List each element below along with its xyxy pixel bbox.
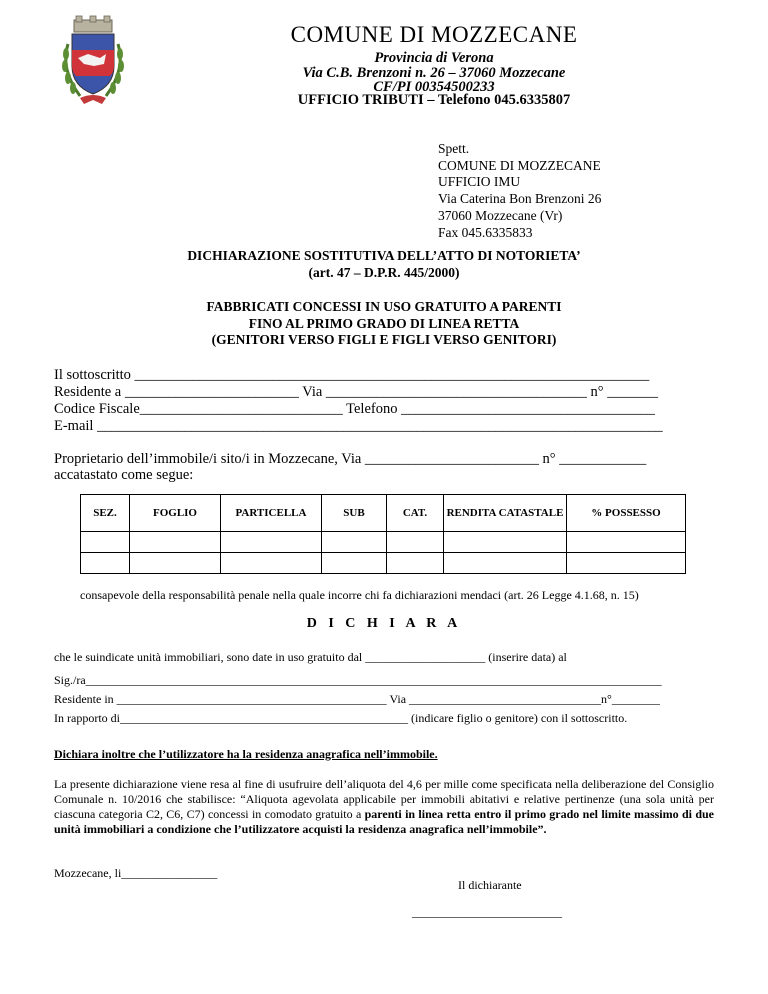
recipient-line: COMUNE DI MOZZECANE [438,157,601,173]
signature-line[interactable]: _________________________ [412,905,562,919]
luogo-data-field[interactable]: Mozzecane, li________________ [54,866,218,880]
accatastato-label: accatastato come segue: [54,467,194,483]
table-cell[interactable] [130,532,221,553]
table-row[interactable] [81,553,686,574]
table-cell[interactable] [81,553,130,574]
table-row[interactable] [81,532,686,553]
cadastral-table [80,494,686,574]
table-header: CAT. [387,495,444,532]
table-header: % POSSESSO [567,495,686,532]
table-cell[interactable] [567,532,686,553]
presente-text: La presente dichiarazione viene resa al fine di usufruire dell’aliquota del 4,6 per mille come specificata nella deliberazione del Consiglio Comunale n. 10/2016 che stabilisce: “Aliquota agevolata applicabile per immobili abitativi e relative pertinenze (una sola unità per ciascuna categoria C2, C6, C7) concessi in comodato gratuito a [54,777,714,821]
table-cell[interactable] [567,553,686,574]
sottoscritto-field[interactable]: Il sottoscritto _______________________________________________________________________ [54,367,650,383]
table-cell[interactable] [322,532,387,553]
table-header: PARTICELLA [221,495,322,532]
header-address: Via C.B. Brenzoni n. 26 – 37060 Mozzecane [302,65,566,81]
table-header-row [81,495,686,532]
residente-in-field[interactable]: Residente in _____________________________________________ Via ________________________________n°________ [54,692,660,706]
subject-line: (GENITORI VERSO FIGLI E FIGLI VERSO GENITORI) [211,332,557,347]
proprietario-field[interactable]: Proprietario dell’immobile/i sito/i in Mozzecane, Via ________________________ n° ____________ [54,451,647,467]
table-cell[interactable] [444,553,567,574]
table-cell[interactable] [387,532,444,553]
declaration-title-line: (art. 47 – D.P.R. 445/2000) [308,264,460,280]
declaration-title-line: DICHIARAZIONE SOSTITUTIVA DELL’ATTO DI NOTORIETA’ [187,248,581,263]
subject-line: FABBRICATI CONCESSI IN USO GRATUITO A PARENTI [206,299,562,314]
table-cell[interactable] [130,553,221,574]
table-header: SUB [322,495,387,532]
che-line[interactable]: che le suindicate unità immobiliari, sono date in uso gratuito dal ____________________ (inserire data) al [54,650,567,664]
table-cell[interactable] [322,553,387,574]
recipient-line: 37060 Mozzecane (Vr) [438,207,563,223]
dichiarante-label: Il dichiarante [458,878,522,892]
header-provincia: Provincia di Verona [374,50,494,66]
header-ufficio: UFFICIO TRIBUTI – Telefono 045.6335807 [297,92,571,108]
email-field[interactable]: E-mail ______________________________________________________________________________ [54,418,663,434]
municipality-title: COMUNE DI MOZZECANE [290,22,578,47]
table-header: FOGLIO [130,495,221,532]
table-cell[interactable] [81,532,130,553]
rapporto-field[interactable]: In rapporto di________________________________________________ (indicare figlio o genitore) con il sottoscritto. [54,711,628,725]
recipient-line: Spett. [438,141,470,156]
consapevole-note: consapevole della responsabilità penale nella quale incorre chi fa dichiarazioni mendaci (art. 26 Legge 4.1.68, n. 15) [80,588,639,602]
recipient-line: UFFICIO IMU [438,174,521,190]
declaration-title [0,248,768,281]
table-cell[interactable] [221,532,322,553]
table-header: RENDITA CATASTALE [444,495,567,532]
recipient-address [438,141,601,241]
table-header: SEZ. [81,495,130,532]
table-cell[interactable] [444,532,567,553]
subject-line: FINO AL PRIMO GRADO DI LINEA RETTA [248,315,520,331]
dichiara-heading: D I C H I A R A [306,616,462,631]
subject-heading [0,299,768,349]
presente-paragraph [54,777,714,837]
codice-fiscale-field[interactable]: Codice Fiscale____________________________ Telefono ___________________________________ [54,401,655,417]
residente-field[interactable]: Residente a ________________________ Via ____________________________________ n° _______ [54,384,658,400]
table-cell[interactable] [387,553,444,574]
table-cell[interactable] [221,553,322,574]
recipient-line: Fax 045.6335833 [438,224,533,240]
presente-bold-text: parenti in linea retta entro il primo grado nel limite massimo di due unità immobiliari a condizione che l’utilizzatore acquisti la residenza anagrafica nell’immobile”. [54,807,714,836]
sig-field[interactable]: Sig./ra________________________________________________________________________________________________ [54,673,662,687]
header-cfpi: CF/PI 00354500233 [373,79,495,95]
recipient-line: Via Caterina Bon Brenzoni 26 [438,191,602,207]
dichiara-inoltre: Dichiara inoltre che l’utilizzatore ha la residenza anagrafica nell’immobile. [54,747,438,761]
